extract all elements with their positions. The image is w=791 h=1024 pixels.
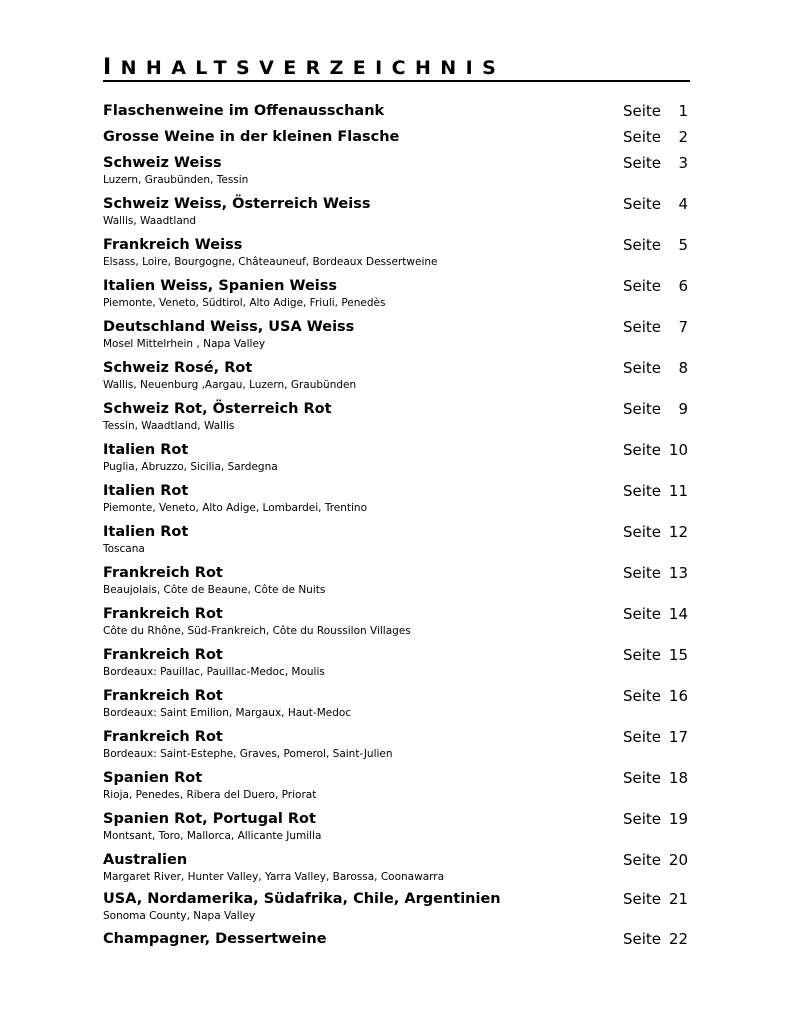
toc-entry-title: Flaschenweine im Offenausschank [103,103,385,119]
page-label: Seite [622,851,661,869]
page-title-rest: NHALTSVERZEICHNIS [120,57,506,79]
toc-entry-title: Frankreich Weiss [103,237,243,253]
toc-entry-regions: Bordeaux: Saint-Estephe, Graves, Pomerol, Saint-Julien [103,748,393,760]
toc-entry-regions: Sonoma County, Napa Valley [103,910,256,922]
toc-entry-page-ref [623,102,688,120]
page-label: Seite [622,930,661,948]
toc-entry-title: Australien [103,852,188,868]
title-divider [103,80,690,82]
page-label: Seite [622,154,661,172]
toc-entry-regions: Bordeaux: Saint Emilion, Margaux, Haut-Medoc [103,707,352,719]
toc-entry-page-ref [623,728,688,746]
toc-entry-regions: Wallis, Waadtland [103,215,197,227]
toc-entry-page-ref [623,851,688,869]
toc-entry[interactable] [103,441,690,474]
toc-entry-title: USA, Nordamerika, Südafrika, Chile, Argentinien [103,891,501,907]
toc-entry[interactable] [103,564,690,597]
toc-entry[interactable] [103,400,690,433]
toc-entry-page-ref [623,195,688,213]
toc-entry[interactable] [103,277,690,310]
page-number: 3 [678,154,688,172]
toc-entry-page-ref [623,359,688,377]
page-label: Seite [622,890,661,908]
page-number: 2 [678,128,688,146]
page-label: Seite [622,236,661,254]
toc-entry-regions: Beaujolais, Côte de Beaune, Côte de Nuits [103,584,326,596]
toc-entry-page-ref [623,890,688,908]
page-label: Seite [622,400,661,418]
toc-entry[interactable] [103,851,690,884]
toc-entry-regions: Toscana [103,543,145,555]
toc-entry-page-ref [623,441,688,459]
toc-entry-regions: Tessin, Waadtland, Wallis [103,420,235,432]
toc-entry-title: Frankreich Rot [103,606,223,622]
toc-entry-regions: Piemonte, Veneto, Südtirol, Alto Adige, Friuli, Penedès [103,297,386,309]
toc-entry[interactable] [103,523,690,556]
toc-entry[interactable] [103,646,690,679]
page-number: 15 [668,646,688,664]
toc-entry-title: Schweiz Rosé, Rot [103,360,253,376]
page-label: Seite [622,769,661,787]
page-label: Seite [622,564,661,582]
toc-entry-regions: Elsass, Loire, Bourgogne, Châteauneuf, Bordeaux Dessertweine [103,256,438,268]
page-number: 5 [678,236,688,254]
page-number: 10 [668,441,688,459]
toc-entry-page-ref [623,687,688,705]
page-number: 13 [668,564,688,582]
page-label: Seite [622,318,661,336]
page-number: 17 [668,728,688,746]
page-label: Seite [622,605,661,623]
toc-entry-regions: Piemonte, Veneto, Alto Adige, Lombardei, Trentino [103,502,368,514]
toc-entry-title: Schweiz Rot, Österreich Rot [103,401,332,417]
page-label: Seite [622,523,661,541]
page-number: 19 [668,810,688,828]
page-title [103,56,505,80]
toc-entry-page-ref [623,318,688,336]
toc-entry-regions: Wallis, Neuenburg ,Aargau, Luzern, Graubünden [103,379,357,391]
page-label: Seite [622,687,661,705]
toc-entry-title: Deutschland Weiss, USA Weiss [103,319,355,335]
toc-entry-page-ref [623,564,688,582]
page-number: 21 [668,890,688,908]
toc-entry-title: Frankreich Rot [103,565,223,581]
toc-entry-title: Frankreich Rot [103,729,223,745]
page-label: Seite [622,195,661,213]
toc-entry[interactable] [103,195,690,228]
toc-entry-title: Italien Rot [103,483,189,499]
toc-entry-page-ref [623,154,688,172]
toc-entry-title: Spanien Rot, Portugal Rot [103,811,316,827]
toc-entry-page-ref [623,400,688,418]
page-number: 8 [678,359,688,377]
toc-entry[interactable] [103,318,690,351]
toc-entry-regions: Luzern, Graubünden, Tessin [103,174,249,186]
page-number: 1 [678,102,688,120]
toc-entry-page-ref [623,523,688,541]
toc-entry-regions: Mosel Mittelrhein , Napa Valley [103,338,266,350]
page-label: Seite [622,102,661,120]
toc-entry-page-ref [623,769,688,787]
toc-entry[interactable] [103,890,690,923]
page-number: 14 [668,605,688,623]
toc-entry-page-ref [623,128,688,146]
toc-entry[interactable] [103,154,690,187]
toc-entry-page-ref [623,482,688,500]
toc-entry-page-ref [623,605,688,623]
toc-entry-page-ref [623,277,688,295]
toc-entry-regions: Puglia, Abruzzo, Sicilia, Sardegna [103,461,278,473]
toc-entry[interactable] [103,930,690,948]
toc-entry-regions: Côte du Rhône, Süd-Frankreich, Côte du Roussilon Villages [103,625,411,637]
toc-entry-page-ref [623,810,688,828]
toc-entry-title: Schweiz Weiss [103,155,222,171]
page-label: Seite [622,810,661,828]
page-number: 22 [668,930,688,948]
page-label: Seite [622,728,661,746]
page-label: Seite [622,359,661,377]
toc-entry[interactable] [103,687,690,720]
toc-entry[interactable] [103,236,690,269]
toc-entry-title: Frankreich Rot [103,647,223,663]
toc-entry[interactable] [103,359,690,392]
page-label: Seite [622,646,661,664]
page-number: 11 [668,482,688,500]
toc-entry-title: Champagner, Dessertweine [103,931,327,947]
page-label: Seite [622,441,661,459]
toc-entry-regions: Montsant, Toro, Mallorca, Allicante Jumilla [103,830,322,842]
toc-entry-title: Italien Rot [103,524,189,540]
page-label: Seite [622,277,661,295]
page-number: 4 [678,195,688,213]
toc-entry[interactable] [103,605,690,638]
toc-entry-page-ref [623,930,688,948]
toc-entry-title: Grosse Weine in der kleinen Flasche [103,129,400,145]
page-label: Seite [622,482,661,500]
toc-entry-page-ref [623,646,688,664]
page-number: 20 [668,851,688,869]
toc-entry-regions: Margaret River, Hunter Valley, Yarra Valley, Barossa, Coonawarra [103,871,445,883]
toc-entry-page-ref [623,236,688,254]
toc-entry[interactable] [103,102,690,120]
toc-entry[interactable] [103,810,690,843]
page-number: 6 [678,277,688,295]
toc-entry-title: Frankreich Rot [103,688,223,704]
page-number: 7 [678,318,688,336]
toc-entry[interactable] [103,728,690,761]
toc-entry-title: Schweiz Weiss, Österreich Weiss [103,196,371,212]
page-title-initial: I [103,55,121,80]
toc-entry[interactable] [103,128,690,146]
page-number: 9 [678,400,688,418]
page-label: Seite [622,128,661,146]
page-number: 16 [668,687,688,705]
toc-entry-regions: Bordeaux: Pauillac, Pauillac-Medoc, Moulis [103,666,325,678]
toc-entry-regions: Rioja, Penedes, Ribera del Duero, Priorat [103,789,317,801]
page-number: 12 [668,523,688,541]
toc-entry-title: Spanien Rot [103,770,203,786]
page-number: 18 [668,769,688,787]
toc-entry[interactable] [103,769,690,802]
toc-entry-title: Italien Weiss, Spanien Weiss [103,278,338,294]
toc-entry-title: Italien Rot [103,442,189,458]
toc-entry[interactable] [103,482,690,515]
